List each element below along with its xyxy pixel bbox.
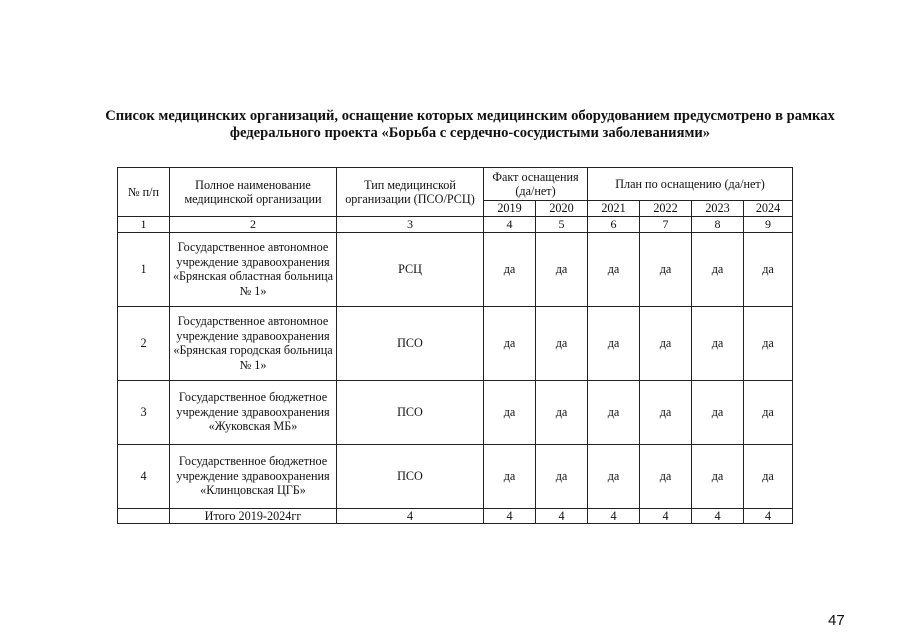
- total-type: 4: [337, 508, 484, 524]
- organization-type: ПСО: [337, 380, 484, 444]
- cell-value: да: [692, 380, 744, 444]
- cell-value: да: [484, 232, 536, 306]
- column-number: 3: [337, 217, 484, 233]
- organization-name: Государственное автономное учреждение здравоохранения «Брянская городская больница № 1»: [170, 306, 337, 380]
- total-value: 4: [536, 508, 588, 524]
- cell-value: да: [536, 306, 588, 380]
- column-number: 9: [744, 217, 793, 233]
- column-number: 5: [536, 217, 588, 233]
- column-number: 2: [170, 217, 337, 233]
- column-number: 8: [692, 217, 744, 233]
- column-number: 1: [118, 217, 170, 233]
- row-num: 3: [118, 380, 170, 444]
- header-year: 2024: [744, 201, 793, 217]
- cell-value: да: [640, 232, 692, 306]
- title-line-2: федерального проекта «Борьба с сердечно-сосудистыми заболеваниями»: [229, 125, 711, 141]
- organization-type: ПСО: [337, 306, 484, 380]
- header-name: Полное наименование медицинской организации: [170, 168, 337, 217]
- cell-value: да: [692, 232, 744, 306]
- cell-value: да: [588, 306, 640, 380]
- row-num: 1: [118, 232, 170, 306]
- column-number: 4: [484, 217, 536, 233]
- column-number: 7: [640, 217, 692, 233]
- cell-value: да: [744, 444, 793, 508]
- cell-value: да: [640, 380, 692, 444]
- organizations-table: [117, 167, 793, 524]
- total-value: 4: [640, 508, 692, 524]
- cell-value: да: [692, 444, 744, 508]
- cell-value: да: [588, 232, 640, 306]
- organization-name: Государственное бюджетное учреждение здравоохранения «Клинцовская ЦГБ»: [170, 444, 337, 508]
- total-value: 4: [588, 508, 640, 524]
- title-line-1: Список медицинских организаций, оснащение которых медицинским оборудованием предусмотрено в рамках: [105, 108, 835, 124]
- row-num: 2: [118, 306, 170, 380]
- cell-value: да: [484, 444, 536, 508]
- total-row: [118, 508, 793, 524]
- cell-value: да: [536, 444, 588, 508]
- table-row: [118, 380, 793, 444]
- table-row: [118, 444, 793, 508]
- table-row: [118, 232, 793, 306]
- total-label: Итого 2019-2024гг: [170, 508, 337, 524]
- header-year: 2021: [588, 201, 640, 217]
- cell-value: да: [536, 380, 588, 444]
- organization-name: Государственное бюджетное учреждение здравоохранения «Жуковская МБ»: [170, 380, 337, 444]
- header-num: № п/п: [118, 168, 170, 217]
- cell-value: да: [640, 444, 692, 508]
- organization-type: ПСО: [337, 444, 484, 508]
- document-title: [40, 108, 900, 142]
- table-row: [118, 306, 793, 380]
- page-number: 47: [828, 612, 845, 629]
- cell-value: да: [536, 232, 588, 306]
- organization-type: РСЦ: [337, 232, 484, 306]
- header-year: 2023: [692, 201, 744, 217]
- cell-value: да: [588, 444, 640, 508]
- header-year: 2020: [536, 201, 588, 217]
- cell-value: да: [484, 306, 536, 380]
- total-value: 4: [692, 508, 744, 524]
- header-year: 2022: [640, 201, 692, 217]
- cell-value: да: [484, 380, 536, 444]
- column-number: 6: [588, 217, 640, 233]
- organization-name: Государственное автономное учреждение здравоохранения «Брянская областная больница № 1»: [170, 232, 337, 306]
- header-fact: Факт оснащения (да/нет): [484, 168, 588, 201]
- row-num: 4: [118, 444, 170, 508]
- header-year: 2019: [484, 201, 536, 217]
- header-type: Тип медицинской организации (ПСО/РСЦ): [337, 168, 484, 217]
- total-value: 4: [744, 508, 793, 524]
- header-plan: План по оснащению (да/нет): [588, 168, 793, 201]
- cell-value: да: [588, 380, 640, 444]
- cell-value: да: [692, 306, 744, 380]
- total-value: 4: [484, 508, 536, 524]
- cell-value: да: [640, 306, 692, 380]
- total-empty-cell: [118, 508, 170, 524]
- cell-value: да: [744, 380, 793, 444]
- cell-value: да: [744, 306, 793, 380]
- cell-value: да: [744, 232, 793, 306]
